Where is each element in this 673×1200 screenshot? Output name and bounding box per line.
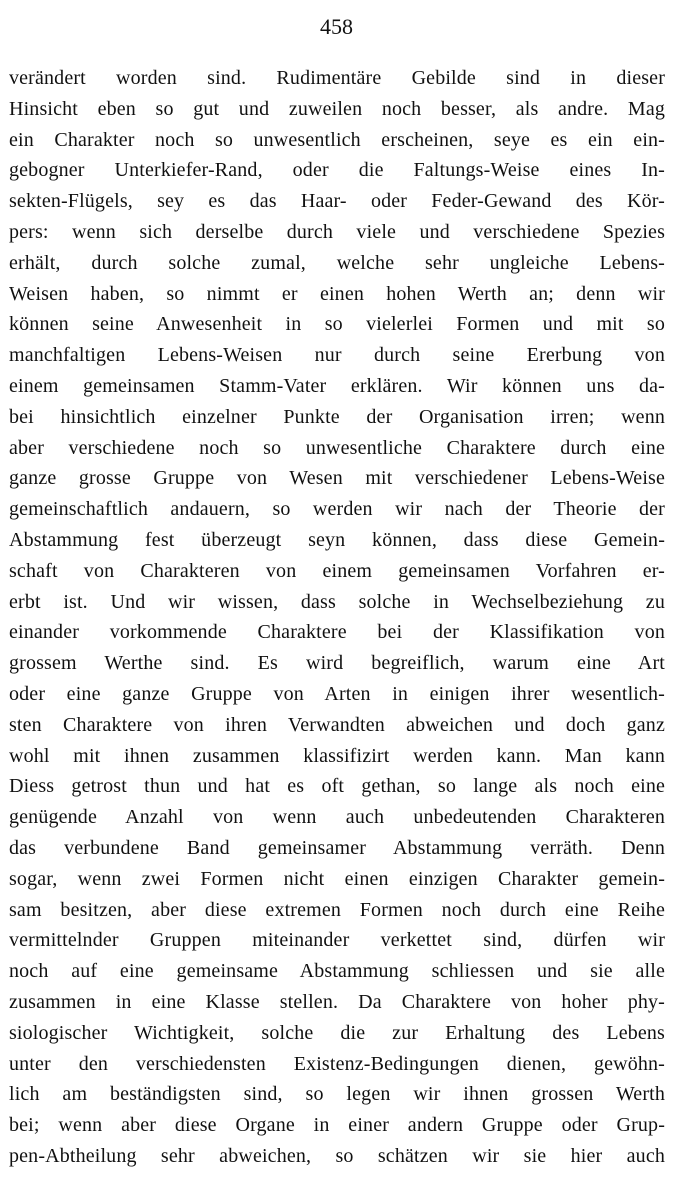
text-line: pen-Abtheilung sehr abweichen, so schätzen wir sie hier auch [9, 1144, 665, 1167]
text-line: wohl mit ihnen zusammen klassifizirt werden kann. Man kann [9, 744, 665, 767]
text-line: verändert worden sind. Rudimentäre Gebilde sind in dieser [9, 67, 665, 89]
text-line: Hinsicht eben so gut und zuweilen noch besser, als andre. Mag [9, 97, 665, 120]
text-line: pers: wenn sich derselbe durch viele und verschiedene Spezies [9, 220, 665, 243]
text-line: Diess getrost thun und hat es oft gethan, so lange als noch eine [9, 775, 665, 798]
text-line: vermittelnder Gruppen miteinander verkettet sind, dürfen wir [9, 929, 665, 952]
text-line: bei hinsichtlich einzelner Punkte der Organisation irren; wenn [9, 405, 665, 428]
text-line: lich am beständigsten sind, so legen wir ihnen grossen Werth [9, 1083, 665, 1106]
text-line: siologischer Wichtigkeit, solche die zur Erhaltung des Lebens [9, 1021, 665, 1044]
text-line: zusammen in eine Klasse stellen. Da Charaktere von hoher phy- [9, 990, 665, 1013]
text-line: sogar, wenn zwei Formen nicht einen einzigen Charakter gemein- [9, 867, 665, 890]
text-line: Abstammung fest überzeugt seyn können, dass diese Gemein- [9, 528, 665, 551]
text-line: das verbundene Band gemeinsamer Abstammung verräth. Denn [9, 836, 665, 859]
text-line: grossem Werthe sind. Es wird begreiflich, warum eine Art [9, 652, 665, 675]
text-line: sam besitzen, aber diese extremen Formen noch durch eine Reihe [9, 898, 665, 921]
text-line: bei; wenn aber diese Organe in einer andern Gruppe oder Grup- [9, 1114, 665, 1137]
text-line: manchfaltigen Lebens-Weisen nur durch seine Ererbung von [9, 344, 665, 367]
text-line: erbt ist. Und wir wissen, dass solche in Wechselbeziehung zu [9, 590, 665, 613]
text-line: schaft von Charakteren von einem gemeinsamen Vorfahren er- [9, 559, 665, 582]
text-line: Weisen haben, so nimmt er einen hohen Werth an; denn wir [9, 282, 665, 305]
text-line: ein Charakter noch so unwesentlich erscheinen, seye es ein ein- [9, 128, 665, 151]
page-number: 458 [320, 14, 353, 39]
text-line: erhält, durch solche zumal, welche sehr ungleiche Lebens- [9, 251, 665, 274]
text-line: gemeinschaftlich andauern, so werden wir nach der Theorie der [9, 498, 665, 521]
text-line: einander vorkommende Charaktere bei der Klassifikation von [9, 621, 665, 644]
text-line: aber verschiedene noch so unwesentliche Charaktere durch eine [9, 436, 665, 459]
body-text [9, 63, 665, 1172]
text-line: einem gemeinsamen Stamm-Vater erklären. Wir können uns da- [9, 374, 665, 397]
text-line: sten Charaktere von ihren Verwandten abweichen und doch ganz [9, 713, 665, 736]
text-line: gebogner Unterkiefer-Rand, oder die Faltungs-Weise eines In- [9, 159, 665, 182]
text-line: genügende Anzahl von wenn auch unbedeutenden Charakteren [9, 806, 665, 829]
text-line: können seine Anwesenheit in so vielerlei Formen und mit so [9, 313, 665, 336]
text-line: noch auf eine gemeinsame Abstammung schliessen und sie alle [9, 960, 665, 983]
text-line: oder eine ganze Gruppe von Arten in einigen ihrer wesentlich- [9, 682, 665, 705]
text-line: unter den verschiedensten Existenz-Bedingungen dienen, gewöhn- [9, 1052, 665, 1075]
text-line: ganze grosse Gruppe von Wesen mit verschiedener Lebens-Weise [9, 467, 665, 490]
text-line: sekten-Flügels, sey es das Haar- oder Feder-Gewand des Kör- [9, 190, 665, 213]
